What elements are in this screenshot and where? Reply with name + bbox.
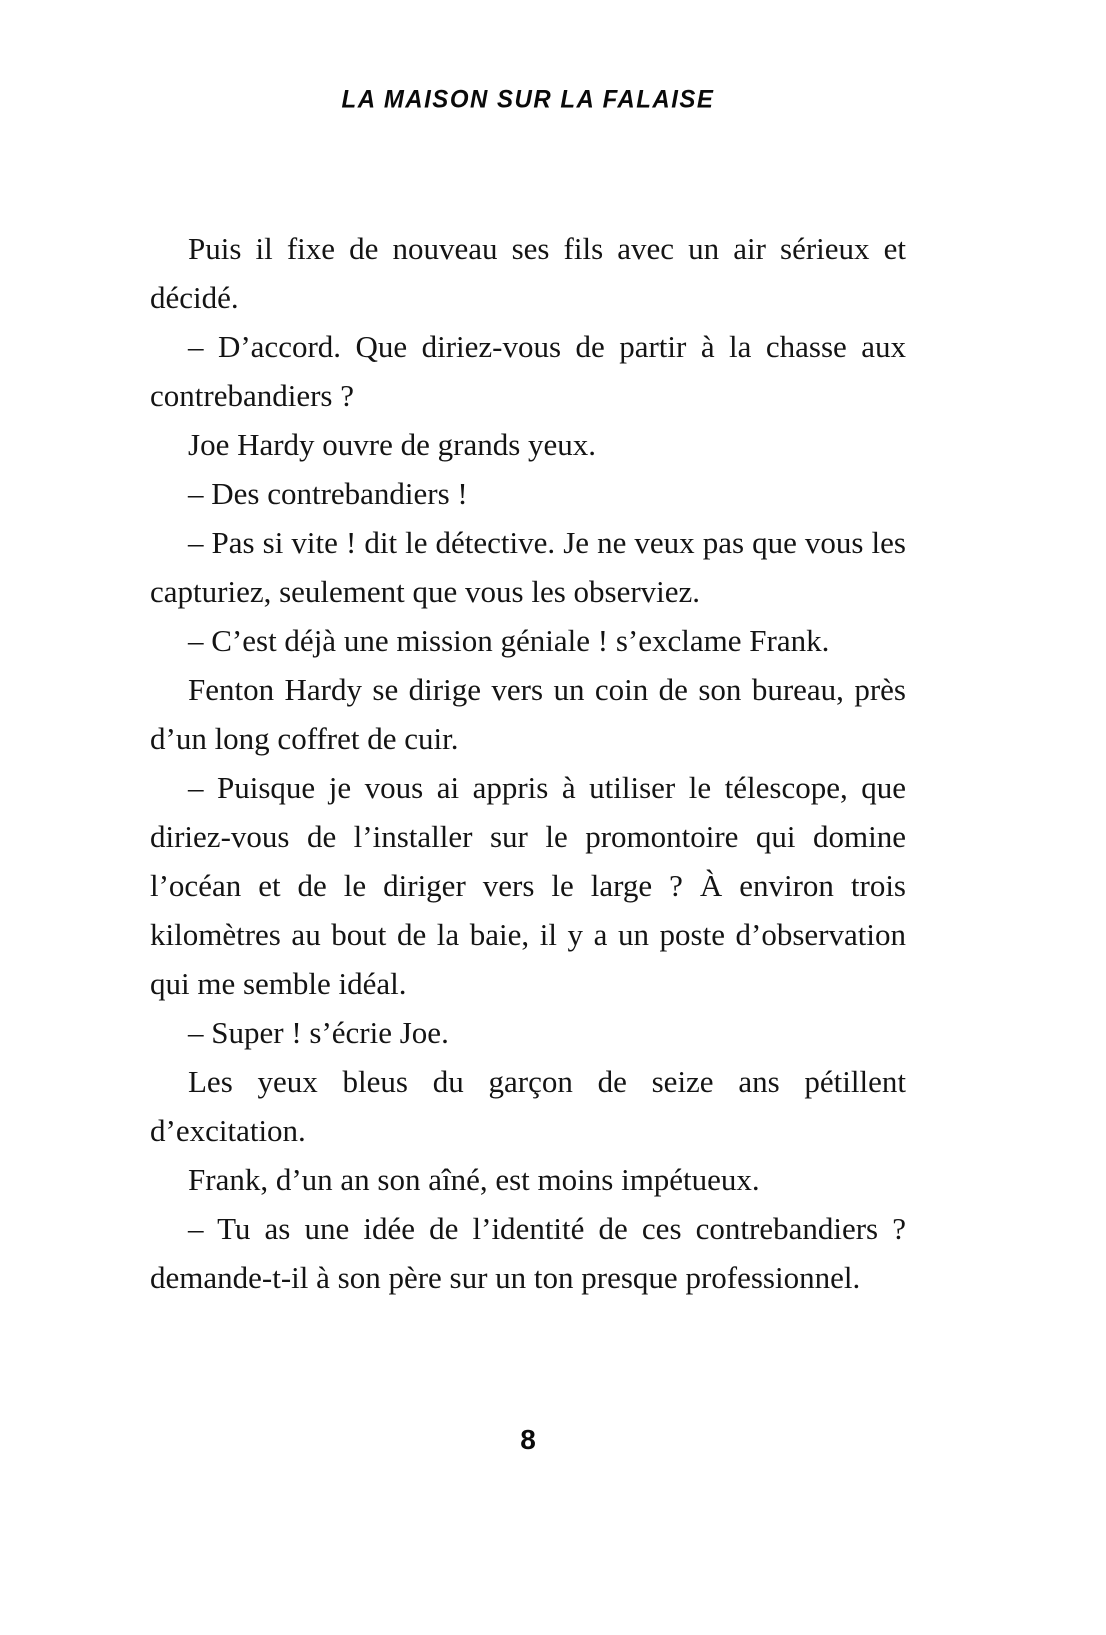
paragraph: Puis il fixe de nouveau ses fils avec un air sérieux et décidé. xyxy=(150,231,906,315)
paragraph: Les yeux bleus du garçon de seize ans pétillent d’excitation. xyxy=(150,1064,906,1148)
paragraph: Fenton Hardy se dirige vers un coin de son bureau, près d’un long coffret de cuir. xyxy=(150,672,906,756)
page-number: 8 xyxy=(520,1424,536,1455)
paragraph: – Pas si vite ! dit le détective. Je ne veux pas que vous les capturiez, seulement que vous les observiez. xyxy=(150,525,906,609)
paragraph: – C’est déjà une mission géniale ! s’exclame Frank. xyxy=(188,623,830,658)
body-text-block xyxy=(150,224,906,1302)
paragraph: – Tu as une idée de l’identité de ces contrebandiers ? demande-t-il à son père sur un ton presque professionnel. xyxy=(150,1211,906,1295)
paragraph: Joe Hardy ouvre de grands yeux. xyxy=(188,427,597,462)
paragraph: – D’accord. Que diriez-vous de partir à la chasse aux contrebandiers ? xyxy=(150,329,906,413)
running-head-title: LA MAISON SUR LA FALAISE xyxy=(341,85,715,114)
paragraph: – Super ! s’écrie Joe. xyxy=(188,1015,449,1050)
paragraph: – Des contrebandiers ! xyxy=(188,476,468,511)
paragraph: – Puisque je vous ai appris à utiliser le télescope, que diriez-vous de l’installer sur le promontoire qui domine l’océan et de le diriger vers le large ? À environ trois kilomètres au bout de la baie, il y a un poste d’observation qui me semble idéal. xyxy=(150,770,906,1001)
paragraph: Frank, d’un an son aîné, est moins impétueux. xyxy=(188,1162,760,1197)
